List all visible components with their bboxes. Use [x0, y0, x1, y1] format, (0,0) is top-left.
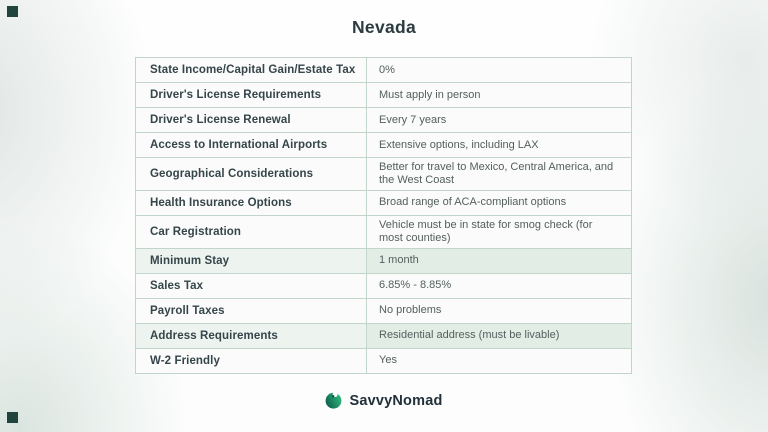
table-row [136, 82, 631, 107]
row-value: Must apply in person [367, 83, 631, 107]
table-row [136, 58, 631, 82]
table-row [136, 190, 631, 215]
table-row [136, 273, 631, 298]
table-row [136, 298, 631, 323]
state-info-table [135, 57, 632, 374]
table-row [136, 157, 631, 190]
row-label: Car Registration [136, 216, 367, 248]
row-value: Vehicle must be in state for smog check (for most counties) [367, 216, 631, 248]
row-value: Extensive options, including LAX [367, 133, 631, 157]
row-label: Minimum Stay [136, 249, 367, 273]
row-label: Address Requirements [136, 324, 367, 348]
table-row [136, 132, 631, 157]
row-label: Access to International Airports [136, 133, 367, 157]
savvynomad-logo-icon [325, 392, 342, 409]
table-row [136, 215, 631, 248]
row-value: No problems [367, 299, 631, 323]
row-label: W-2 Friendly [136, 349, 367, 373]
brand-footer [0, 392, 768, 409]
table-row [136, 248, 631, 273]
row-value: Every 7 years [367, 108, 631, 132]
row-value: Yes [367, 349, 631, 373]
row-label: Sales Tax [136, 274, 367, 298]
row-label: State Income/Capital Gain/Estate Tax [136, 58, 367, 82]
page-title: Nevada [351, 17, 417, 37]
row-label: Health Insurance Options [136, 191, 367, 215]
row-value: 1 month [367, 249, 631, 273]
brand-name: SavvyNomad [349, 392, 443, 409]
row-label: Driver's License Requirements [136, 83, 367, 107]
table-row [136, 107, 631, 132]
row-label: Payroll Taxes [136, 299, 367, 323]
corner-marker-top-left [7, 6, 18, 17]
row-value: 6.85% - 8.85% [367, 274, 631, 298]
row-value: 0% [367, 58, 631, 82]
corner-marker-bottom-left [7, 412, 18, 423]
table-row [136, 323, 631, 348]
row-label: Geographical Considerations [136, 158, 367, 190]
row-label: Driver's License Renewal [136, 108, 367, 132]
row-value: Better for travel to Mexico, Central America, and the West Coast [367, 158, 631, 190]
row-value: Residential address (must be livable) [367, 324, 631, 348]
row-value: Broad range of ACA-compliant options [367, 191, 631, 215]
table-row [136, 348, 631, 373]
